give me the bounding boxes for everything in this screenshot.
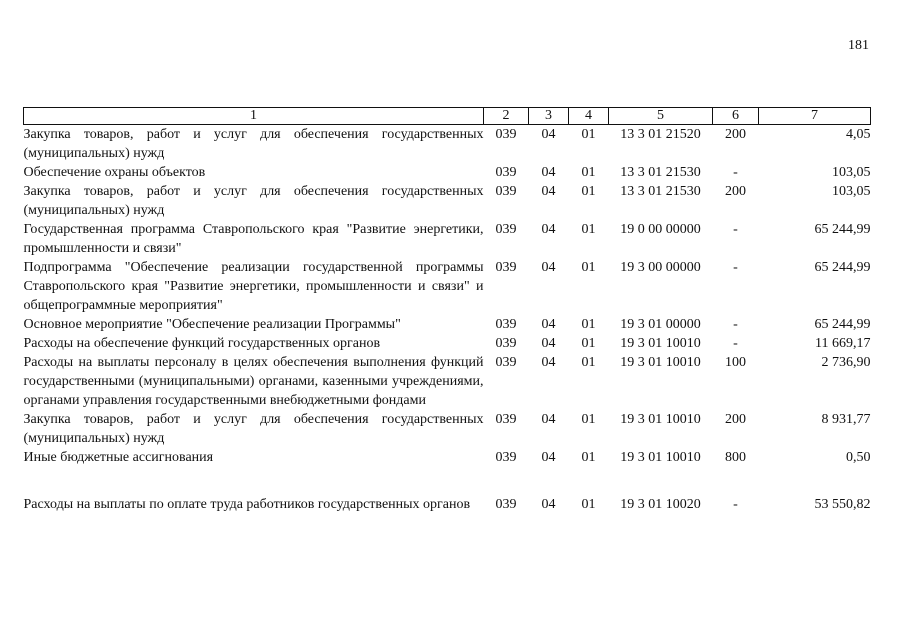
column-header: 6 [713,108,759,125]
row-vr: 100 [725,355,746,370]
row-vr: - [733,165,738,180]
row-name: Основное мероприятие "Обеспечение реализации Программы" [23,317,401,332]
spacer-row [24,467,871,495]
row-sum: 11 669,17 [815,336,871,351]
row-name: Закупка товаров, работ и услуг для обеспечения государственных (муниципальных) нужд [23,412,484,446]
row-vr: - [733,336,738,351]
column-header: 7 [759,108,871,125]
row-csr: 13 3 01 21520 [620,127,701,142]
row-sum: 65 244,99 [814,260,871,275]
table-row [24,353,871,410]
row-rz: 04 [541,127,556,142]
row-pr: 01 [581,412,596,427]
row-pr: 01 [581,260,596,275]
row-pr: 01 [581,317,596,332]
table-row [24,163,871,182]
row-vr: - [733,317,738,332]
column-header: 5 [609,108,713,125]
row-rz: 04 [541,222,556,237]
column-header: 2 [484,108,529,125]
row-csr: 19 3 01 10010 [620,412,701,427]
row-csr: 19 3 01 10010 [620,336,701,351]
row-name: Закупка товаров, работ и услуг для обеспечения государственных (муниципальных) нужд [23,184,484,218]
row-ved: 039 [495,497,517,512]
row-pr: 01 [581,165,596,180]
row-csr: 19 3 01 00000 [620,317,701,332]
table-row [24,495,871,514]
row-rz: 04 [541,317,556,332]
row-ved: 039 [495,336,517,351]
row-pr: 01 [581,184,596,199]
row-csr: 19 3 01 10020 [620,497,701,512]
row-name: Обеспечение охраны объектов [23,165,206,180]
budget-table [23,107,871,514]
table-row [24,182,871,220]
row-vr: - [733,222,738,237]
column-header: 3 [529,108,569,125]
row-rz: 04 [541,450,556,465]
row-pr: 01 [581,222,596,237]
row-vr: 200 [725,184,746,199]
row-name: Государственная программа Ставропольского края "Развитие энергетики, промышленности и связи" [23,222,484,256]
column-header: 4 [569,108,609,125]
row-ved: 039 [495,222,517,237]
row-ved: 039 [495,165,517,180]
row-csr: 19 3 00 00000 [620,260,701,275]
row-sum: 103,05 [832,165,871,180]
page-number: 181 [848,38,869,53]
table-row [24,410,871,448]
row-sum: 65 244,99 [814,317,871,332]
row-ved: 039 [495,450,517,465]
row-rz: 04 [541,497,556,512]
row-name: Закупка товаров, работ и услуг для обеспечения государственных (муниципальных) нужд [23,127,484,161]
row-pr: 01 [581,450,596,465]
row-rz: 04 [541,165,556,180]
row-ved: 039 [495,412,517,427]
row-ved: 039 [495,355,517,370]
row-pr: 01 [581,336,596,351]
table-row [24,220,871,258]
row-vr: 200 [725,127,746,142]
row-sum: 4,05 [846,127,871,142]
header-row [24,108,871,125]
row-sum: 8 931,77 [821,412,871,427]
row-name: Расходы на выплаты персоналу в целях обеспечения выполнения функций государственными (муниципальными) органами, казенными учреждениями, органами управления государственными внебюджетными фондами [23,355,484,408]
row-rz: 04 [541,355,556,370]
row-rz: 04 [541,336,556,351]
row-sum: 2 736,90 [821,355,871,370]
row-vr: 200 [725,412,746,427]
row-sum: 103,05 [832,184,871,199]
row-name: Расходы на выплаты по оплате труда работников государственных органов [23,497,471,512]
row-vr: 800 [725,450,746,465]
row-ved: 039 [495,317,517,332]
row-name: Подпрограмма "Обеспечение реализации государственной программы Ставропольского края "Развитие энергетики, промышленности и связи" и общепрограммные мероприятия" [23,260,484,313]
row-rz: 04 [541,184,556,199]
row-sum: 0,50 [846,450,871,465]
row-ved: 039 [495,260,517,275]
row-ved: 039 [495,184,517,199]
row-vr: - [733,260,738,275]
table-row [24,334,871,353]
table-row [24,448,871,467]
table-row [24,125,871,164]
row-vr: - [733,497,738,512]
row-pr: 01 [581,497,596,512]
row-sum: 65 244,99 [814,222,871,237]
row-name: Расходы на обеспечение функций государственных органов [23,336,381,351]
row-csr: 19 0 00 00000 [620,222,701,237]
row-sum: 53 550,82 [814,497,871,512]
row-pr: 01 [581,127,596,142]
row-name: Иные бюджетные ассигнования [23,450,214,465]
row-csr: 13 3 01 21530 [620,165,701,180]
row-rz: 04 [541,260,556,275]
table-row [24,258,871,315]
row-ved: 039 [495,127,517,142]
row-csr: 19 3 01 10010 [620,450,701,465]
spacer-cell [24,467,871,495]
row-rz: 04 [541,412,556,427]
row-csr: 19 3 01 10010 [620,355,701,370]
row-csr: 13 3 01 21530 [620,184,701,199]
table-row [24,315,871,334]
row-pr: 01 [581,355,596,370]
column-header: 1 [24,108,484,125]
